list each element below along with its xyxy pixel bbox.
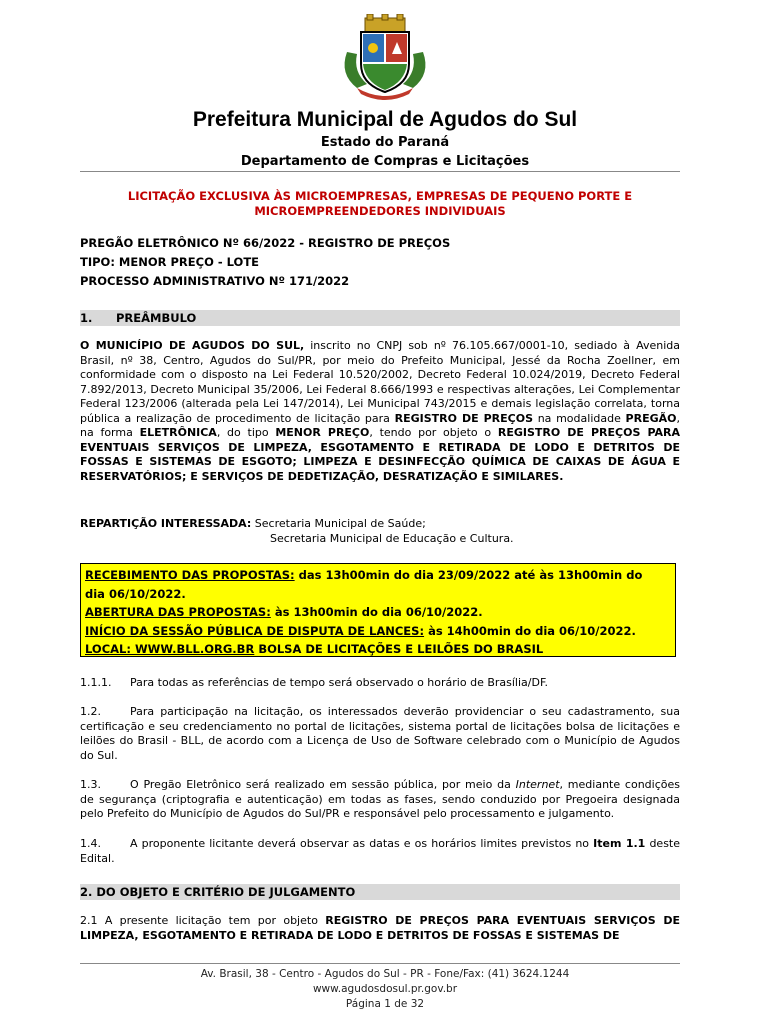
item-1-3: 1.3. O Pregão Eletrônico será realizado em sessão pública, por meio da Internet, mediante condições de segurança (criptografia e autenticação) em todas as fases, sendo conduzido por Pregoeira designada pelo Prefeito do Município de Agudos do Sul/PR e responsável pelo processamento e julgamento.	[80, 778, 680, 820]
document-title: Prefeitura Municipal de Agudos do Sul	[192, 108, 578, 131]
pregao-number: PREGÃO ELETRÔNICO Nº 66/2022 - REGISTRO DE PREÇOS	[80, 236, 451, 250]
department-name: Departamento de Compras e Licitações	[240, 154, 530, 169]
highlight-dates-box: RECEBIMENTO DAS PROPOSTAS: das 13h00min do dia 23/09/2022 até às 13h00min do dia 06/10/2022. ABERTURA DAS PROPOSTAS: às 13h00min do dia 06/10/2022. INÍCIO DA SESSÃO PÚBLICA DE DISPUTA DE LANCES: às 14h00min do dia 06/10/2022. LOCAL: WWW.BLL.ORG.BR BOLSA DE LICITAÇÕES E LEILÕES DO BRASIL	[80, 563, 676, 657]
reparticao-interessada: REPARTIÇÃO INTERESSADA: Secretaria Municipal de Saúde; Secretaria Municipal de Educação e Cultura.	[80, 517, 514, 545]
exclusive-notice: LICITAÇÃO EXCLUSIVA ÀS MICROEMPRESAS, EMPRESAS DE PEQUENO PORTE E MICROEMPREENDEDORES INDIVIDUAIS	[127, 189, 633, 218]
footer-address: Av. Brasil, 38 - Centro - Agudos do Sul - PR - Fone/Fax: (41) 3624.1244	[200, 968, 570, 980]
object-paragraph: 2.1 A presente licitação tem por objeto REGISTRO DE PREÇOS PARA EVENTUAIS SERVIÇOS DE LIMPEZA, ESGOTAMENTO E RETIRADA DE LODO E DETRITOS DE FOSSAS E SISTEMAS DE	[80, 914, 680, 942]
preamble-paragraph: O MUNICÍPIO DE AGUDOS DO SUL, inscrito no CNPJ sob nº 76.105.667/0001-10, sediado à Avenida Brasil, nº 38, Centro, Agudos do Sul/PR, por meio do Prefeito Municipal, Jessé da Rocha Zoellner, em conformidade com o disposto na Lei Federal 10.520/2002, Decreto Federal 10.024/2019, Decreto Federal 7.892/2013, Decreto Municipal 35/2006, Lei Federal 8.666/1993 e respectivas alterações, Lei Complementar Federal 123/2006 (alterada pela Lei 147/2014), Lei Municipal 743/2015 e demais legislação correlata, torna pública a realização de procedimento de licitação para REGISTRO DE PREÇOS na modalidade PREGÃO, na forma ELETRÔNICA, do tipo MENOR PREÇO, tendo por objeto o REGISTRO DE PREÇOS PARA EVENTUAIS SERVIÇOS DE LIMPEZA, ESGOTAMENTO E RETIRADA DE LODO E DETRITOS DE FOSSAS E SISTEMAS DE ESGOTO; LIMPEZA E DESINFECÇÃO QUÍMICA DE CAIXAS DE ÁGUA E RESERVATÓRIOS; E SERVIÇOS DE DEDETIZAÇÃO, DESRATIZAÇÃO E SIMILARES.	[80, 339, 680, 483]
tipo-line: TIPO: MENOR PREÇO - LOTE	[80, 255, 260, 269]
footer-page-number: Página 1 de 32	[345, 998, 425, 1010]
footer-website[interactable]: www.agudosdosul.pr.gov.br	[312, 983, 458, 995]
item-1-2: 1.2. Para participação na licitação, os interessados deverão providenciar o seu cadastramento, sua certificação e seu credenciamento no portal de licitações, sistema portal de licitações bolsa de licitações e leilões do Brasil - BLL, de acordo com a Licença de Uso de Software celebrado com o Município de Agudos do Sul.	[80, 705, 680, 762]
item-1-4: 1.4. A proponente licitante deverá observar as datas e os horários limites previstos no Item 1.1 deste Edital.	[80, 837, 681, 865]
header-divider	[80, 171, 680, 172]
section-2-heading: 2. DO OBJETO E CRITÉRIO DE JULGAMENTO	[80, 884, 680, 900]
municipal-coat-of-arms-icon	[337, 14, 433, 100]
bll-link[interactable]: LOCAL: WWW.BLL.ORG.BR	[85, 642, 255, 656]
processo-line: PROCESSO ADMINISTRATIVO Nº 171/2022	[80, 274, 350, 288]
footer-divider	[80, 963, 680, 964]
item-1-1-1: 1.1.1. Para todas as referências de tempo será observado o horário de Brasília/DF.	[80, 676, 549, 689]
state-name: Estado do Paraná	[320, 135, 450, 150]
section-1-heading: 1. PREÂMBULO	[80, 310, 680, 326]
